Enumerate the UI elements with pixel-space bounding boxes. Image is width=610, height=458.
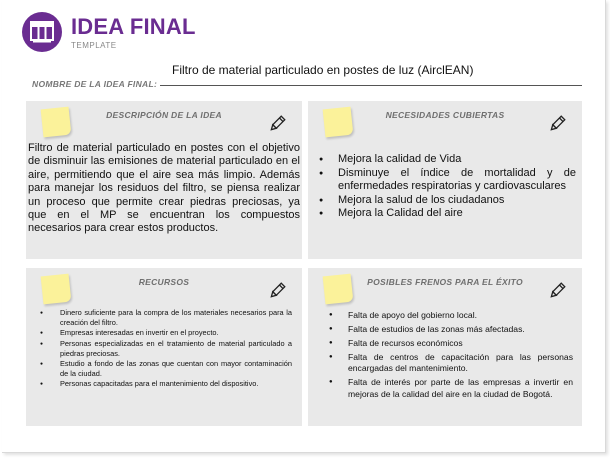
obstacles-panel-title: POSIBLES FRENOS PARA EL ÉXITO — [367, 277, 523, 287]
list-item: ● Falta de centros de capacitación para las personas encargadas del mantenimiento. — [348, 352, 573, 375]
needs-list — [338, 153, 576, 221]
obstacles-list — [348, 310, 573, 403]
needs-panel — [308, 101, 582, 259]
logo-window-icon — [22, 12, 62, 52]
list-item: ● Mejora la Calidad del aire — [338, 207, 576, 221]
list-item: ● Disminuye el índice de mortalidad y de enfermedades respiratorias y cardiovasculares — [338, 167, 576, 194]
list-item: ● Estudio a fondo de las zonas que cuentan con mayor contaminación de la ciudad. — [60, 359, 292, 379]
resources-panel — [26, 268, 302, 426]
list-item: ● Falta de interés por parte de las empresas a invertir en mejoras de la calidad del aire en la ciudad de Bogotá. — [348, 377, 573, 400]
pencil-icon[interactable] — [548, 282, 566, 300]
idea-name-label: NOMBRE DE LA IDEA FINAL: — [32, 79, 158, 89]
description-text: Filtro de material particulado en postes con el objetivo de disminuir las emisiones de material particulado en el aire, permitiendo que el aire sea más limpio. Además para manejar los residuos del filtro, se piensa realizar un proceso que permite crear piedras preciosas, ya que en el MP se encuentran los compuestos necesarios para crear estos productos. — [28, 142, 300, 235]
pencil-icon[interactable] — [268, 115, 286, 133]
resources-list — [60, 308, 292, 390]
resources-panel-title: RECURSOS — [138, 277, 190, 287]
description-panel-title: DESCRIPCIÓN DE LA IDEA — [106, 110, 222, 120]
idea-name-field[interactable]: Filtro de material particulado en postes de luz (AirclEAN) — [172, 63, 474, 77]
list-item: ● Mejora la calidad de Vida — [338, 153, 576, 167]
list-item: ● Falta de recursos económicos — [348, 338, 573, 349]
description-panel — [26, 101, 302, 259]
idea-template-page — [2, 0, 606, 453]
obstacles-panel — [308, 268, 582, 426]
list-item: ● Dinero suficiente para la compra de los materiales necesarios para la creación del filtro. — [60, 308, 292, 328]
list-item: ● Personas especializadas en el tratamiento de material particulado a piedras preciosas. — [60, 339, 292, 359]
pencil-icon[interactable] — [268, 282, 286, 300]
list-item: ● Mejora la salud de los ciudadanos — [338, 194, 576, 208]
pencil-icon[interactable] — [548, 115, 566, 133]
needs-panel-title: NECESIDADES CUBIERTAS — [385, 110, 505, 120]
page-title: IDEA FINAL — [71, 14, 196, 39]
page-subtitle: TEMPLATE — [71, 41, 117, 50]
idea-name-underline — [160, 85, 582, 86]
list-item: ● Falta de apoyo del gobierno local. — [348, 310, 573, 321]
list-item: ● Personas capacitadas para el mantenimiento del dispositivo. — [60, 379, 292, 389]
list-item: ● Empresas interesadas en invertir en el proyecto. — [60, 328, 292, 338]
list-item: ● Falta de estudios de las zonas más afectadas. — [348, 324, 573, 335]
